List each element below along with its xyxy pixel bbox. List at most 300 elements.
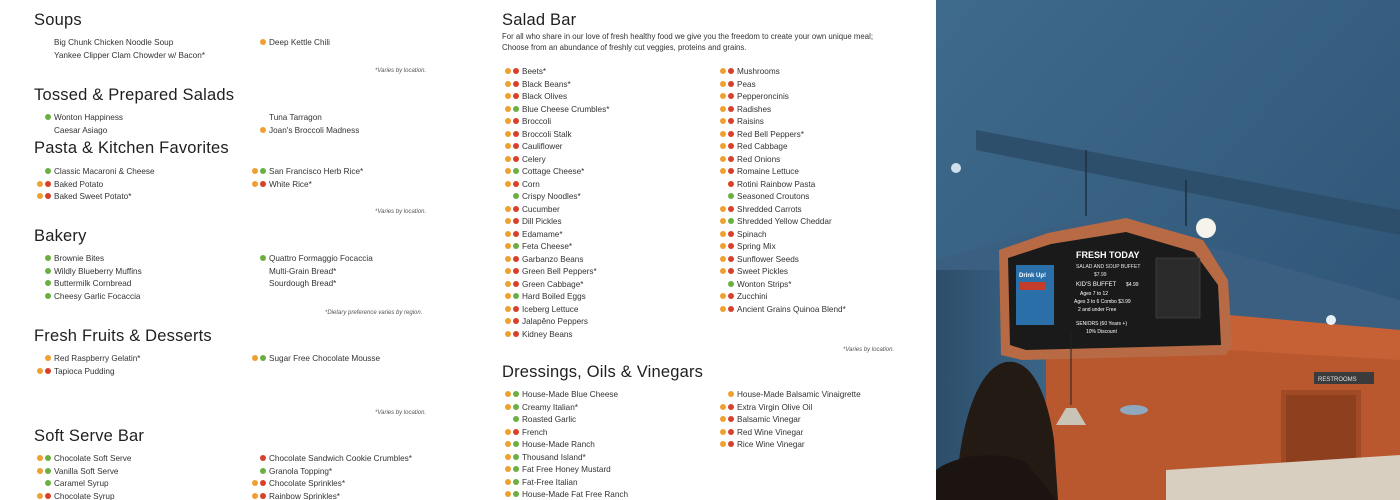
- red-dot-icon: [260, 493, 266, 499]
- menu-item: Zucchini: [737, 292, 768, 301]
- allergen-dots: [502, 404, 522, 411]
- section-title-dressings: Dressings, Oils & Vinegars: [502, 363, 704, 381]
- allergen-dots: [502, 331, 522, 338]
- menu-item: Pepperoncinis: [737, 92, 789, 101]
- allergen-dots: [502, 256, 522, 263]
- red-dot-icon: [260, 480, 266, 486]
- orange-dot-icon: [505, 218, 511, 224]
- salad-intro: For all who share in our love of fresh healthy food we give you the freedom to create your own unique meal; Choose from an abundance of freshly cut veggies, proteins and grains.: [502, 32, 873, 52]
- red-dot-icon: [513, 429, 519, 435]
- orange-dot-icon: [505, 256, 511, 262]
- orange-dot-icon: [505, 293, 511, 299]
- green-dot-icon: [45, 280, 51, 286]
- allergen-dots: [34, 52, 54, 59]
- red-dot-icon: [513, 231, 519, 237]
- menu-item: Black Olives: [522, 92, 568, 101]
- red-dot-icon: [728, 168, 734, 174]
- allergen-dots: [717, 281, 737, 288]
- sign-line: 2 and under Free: [1078, 307, 1117, 313]
- allergen-dots: [717, 416, 737, 423]
- red-dot-icon: [728, 268, 734, 274]
- menu-item: Edamame*: [522, 229, 563, 239]
- allergen-dots: [717, 106, 737, 113]
- menu-item: Feta Cheese*: [522, 242, 573, 251]
- menu-item: Fat Free Honey Mustard: [522, 465, 611, 474]
- menu-item: Peas: [737, 79, 756, 89]
- allergen-dots: [502, 143, 522, 150]
- menu-item: Chocolate Syrup: [54, 491, 115, 500]
- allergen-dots: [249, 493, 269, 500]
- menu-item: Red Bell Peppers*: [737, 129, 804, 139]
- sign-line: $4.99: [1126, 282, 1139, 288]
- allergen-dots: [717, 118, 737, 125]
- menu-item: Creamy Italian*: [522, 402, 578, 412]
- red-dot-icon: [728, 206, 734, 212]
- sign-line: $7.99: [1094, 272, 1107, 278]
- menu-item: San Francisco Herb Rice*: [269, 167, 364, 176]
- red-dot-icon: [513, 218, 519, 224]
- menu-item: Sugar Free Chocolate Mousse: [269, 354, 381, 363]
- orange-dot-icon: [720, 168, 726, 174]
- menu-item: Cucumber: [522, 204, 560, 214]
- red-dot-icon: [513, 206, 519, 212]
- allergen-dots: [502, 131, 522, 138]
- red-dot-icon: [45, 193, 51, 199]
- allergen-dots: [717, 441, 737, 448]
- red-dot-icon: [260, 181, 266, 187]
- sign-title: FRESH TODAY: [1076, 250, 1140, 260]
- orange-dot-icon: [505, 93, 511, 99]
- allergen-dots: [502, 281, 522, 288]
- menu-item: Raisins: [737, 117, 764, 126]
- restrooms-label: RESTROOMS: [1318, 377, 1357, 383]
- orange-dot-icon: [252, 493, 258, 499]
- menu-item: Cauliflower: [522, 142, 563, 151]
- allergen-dots: [502, 181, 522, 188]
- menu-item: Caesar Asiago: [54, 125, 108, 135]
- orange-dot-icon: [720, 68, 726, 74]
- menu-item: White Rice*: [269, 179, 312, 189]
- green-dot-icon: [728, 218, 734, 224]
- menu-item: Quattro Formaggio Focaccia: [269, 254, 373, 263]
- allergen-dots: [249, 114, 269, 121]
- orange-dot-icon: [505, 404, 511, 410]
- allergen-dots: [717, 429, 737, 436]
- red-dot-icon: [728, 231, 734, 237]
- orange-dot-icon: [720, 243, 726, 249]
- menu-item: Chocolate Sandwich Cookie Crumbles*: [269, 454, 412, 463]
- orange-dot-icon: [720, 404, 726, 410]
- section-title-soups: Soups: [34, 11, 82, 29]
- allergen-dots: [502, 118, 522, 125]
- red-dot-icon: [513, 131, 519, 137]
- menu-item: Balsamic Vinegar: [737, 415, 801, 424]
- restaurant-photo: [936, 0, 1400, 500]
- menu-item: Vanilla Soft Serve: [54, 466, 119, 476]
- menu-item: Blue Cheese Crumbles*: [522, 104, 610, 114]
- red-dot-icon: [728, 404, 734, 410]
- allergen-dots: [249, 39, 269, 46]
- orange-dot-icon: [720, 441, 726, 447]
- allergen-dots: [502, 441, 522, 448]
- ceiling-light: [1326, 315, 1336, 325]
- green-dot-icon: [513, 106, 519, 112]
- menu-item: Broccoli Stalk: [522, 129, 572, 139]
- allergen-dots: [249, 168, 269, 175]
- section-title-fruits: Fresh Fruits & Desserts: [34, 327, 212, 345]
- menu-item: House-Made Ranch: [522, 440, 595, 449]
- red-dot-icon: [728, 416, 734, 422]
- orange-dot-icon: [720, 143, 726, 149]
- red-dot-icon: [728, 243, 734, 249]
- green-dot-icon: [260, 168, 266, 174]
- orange-dot-icon: [260, 127, 266, 133]
- allergen-dots: [502, 479, 522, 486]
- red-dot-icon: [728, 429, 734, 435]
- pasta-note: *Varies by location.: [375, 209, 427, 215]
- menu-item: Deep Kettle Chili: [269, 38, 330, 47]
- menu-item: Broccoli: [522, 117, 552, 126]
- allergen-dots: [249, 468, 269, 475]
- orange-dot-icon: [37, 368, 43, 374]
- allergen-dots: [34, 255, 54, 262]
- orange-dot-icon: [505, 429, 511, 435]
- menu-item: Black Beans*: [522, 79, 571, 89]
- allergen-dots: [717, 243, 737, 250]
- orange-dot-icon: [252, 181, 258, 187]
- allergen-dots: [34, 455, 54, 462]
- menu-item: Crispy Noodles*: [522, 192, 581, 201]
- allergen-dots: [502, 106, 522, 113]
- menu-item: Corn: [522, 179, 540, 189]
- menu-item: Sourdough Bread*: [269, 279, 337, 288]
- section-title-pasta: Pasta & Kitchen Favorites: [34, 139, 229, 157]
- green-dot-icon: [45, 455, 51, 461]
- green-dot-icon: [45, 480, 51, 486]
- allergen-dots: [34, 193, 54, 200]
- menu-item: Mushrooms: [737, 67, 780, 76]
- menu-item: Granola Topping*: [269, 466, 333, 476]
- menu-item: Rotini Rainbow Pasta: [737, 179, 816, 189]
- sign-notice: [1156, 258, 1200, 318]
- green-dot-icon: [513, 416, 519, 422]
- green-dot-icon: [728, 193, 734, 199]
- orange-dot-icon: [505, 156, 511, 162]
- menu-item: Radishes: [737, 104, 772, 114]
- orange-dot-icon: [720, 106, 726, 112]
- allergen-dots: [502, 243, 522, 250]
- orange-dot-icon: [260, 39, 266, 45]
- orange-dot-icon: [505, 479, 511, 485]
- orange-dot-icon: [252, 480, 258, 486]
- menu-item: Jalapěno Peppers: [522, 317, 589, 326]
- orange-dot-icon: [37, 493, 43, 499]
- red-dot-icon: [513, 318, 519, 324]
- allergen-dots: [34, 280, 54, 287]
- menu-item: Red Onions: [737, 154, 781, 164]
- green-dot-icon: [45, 255, 51, 261]
- allergen-dots: [717, 143, 737, 150]
- menu-item: Baked Potato: [54, 179, 104, 189]
- menu-item: Joan's Broccoli Madness: [269, 125, 360, 135]
- menu-item: House-Made Blue Cheese: [522, 390, 619, 399]
- red-dot-icon: [513, 331, 519, 337]
- red-dot-icon: [45, 493, 51, 499]
- allergen-dots: [502, 306, 522, 313]
- menu-item: Wonton Strips*: [737, 279, 792, 289]
- red-dot-icon: [45, 181, 51, 187]
- menu-item: Rice Wine Vinegar: [737, 440, 805, 449]
- menu-item: Multi-Grain Bread*: [269, 266, 337, 276]
- orange-dot-icon: [720, 306, 726, 312]
- allergen-dots: [717, 193, 737, 200]
- red-dot-icon: [728, 143, 734, 149]
- green-dot-icon: [513, 193, 519, 199]
- red-dot-icon: [260, 455, 266, 461]
- orange-dot-icon: [505, 281, 511, 287]
- menu-item: Shredded Carrots: [737, 204, 802, 214]
- menu-item: Cheesy Garlic Focaccia: [54, 291, 141, 301]
- orange-dot-icon: [720, 429, 726, 435]
- red-dot-icon: [513, 181, 519, 187]
- red-dot-icon: [513, 268, 519, 274]
- allergen-dots: [717, 206, 737, 213]
- green-dot-icon: [260, 255, 266, 261]
- red-dot-icon: [728, 306, 734, 312]
- section-title-softserve: Soft Serve Bar: [34, 427, 145, 445]
- allergen-dots: [34, 355, 54, 362]
- allergen-dots: [717, 181, 737, 188]
- green-dot-icon: [45, 293, 51, 299]
- orange-dot-icon: [505, 106, 511, 112]
- orange-dot-icon: [720, 81, 726, 87]
- menu-item: Tapioca Pudding: [54, 366, 115, 376]
- allergen-dots: [717, 256, 737, 263]
- bakery-note: *Dietary preference varies by region.: [325, 310, 423, 316]
- red-dot-icon: [728, 256, 734, 262]
- orange-dot-icon: [505, 441, 511, 447]
- allergen-dots: [717, 156, 737, 163]
- menu-item: Big Chunk Chicken Noodle Soup: [54, 38, 174, 47]
- allergen-dots: [502, 491, 522, 498]
- pendant-lamp: [1120, 405, 1148, 415]
- allergen-dots: [249, 127, 269, 134]
- orange-dot-icon: [505, 181, 511, 187]
- allergen-dots: [502, 454, 522, 461]
- red-dot-icon: [513, 93, 519, 99]
- allergen-dots: [502, 268, 522, 275]
- allergen-dots: [249, 355, 269, 362]
- allergen-dots: [717, 68, 737, 75]
- red-dot-icon: [728, 106, 734, 112]
- green-dot-icon: [513, 168, 519, 174]
- orange-dot-icon: [720, 268, 726, 274]
- orange-dot-icon: [37, 455, 43, 461]
- red-dot-icon: [728, 118, 734, 124]
- orange-dot-icon: [252, 168, 258, 174]
- sign-line: KID'S BUFFET: [1076, 282, 1117, 288]
- menu-item: Red Raspberry Gelatin*: [54, 354, 141, 363]
- menu-item: Romaine Lettuce: [737, 167, 799, 176]
- red-dot-icon: [513, 306, 519, 312]
- green-dot-icon: [45, 168, 51, 174]
- allergen-dots: [502, 293, 522, 300]
- menu-item: Celery: [522, 154, 546, 164]
- menu-item: Buttermilk Cornbread: [54, 279, 132, 288]
- red-dot-icon: [513, 156, 519, 162]
- allergen-dots: [502, 416, 522, 423]
- menu-item: House-Made Balsamic Vinaigrette: [737, 390, 861, 399]
- orange-dot-icon: [37, 193, 43, 199]
- allergen-dots: [717, 391, 737, 398]
- menu-item: Green Cabbage*: [522, 279, 584, 289]
- allergen-dots: [502, 391, 522, 398]
- orange-dot-icon: [252, 355, 258, 361]
- orange-dot-icon: [505, 68, 511, 74]
- sign-line: SENIORS (60 Years +): [1076, 321, 1127, 327]
- allergen-dots: [502, 429, 522, 436]
- soups-note: *Varies by location.: [375, 68, 427, 74]
- orange-dot-icon: [37, 468, 43, 474]
- restaurant-scene: [936, 0, 1400, 500]
- orange-dot-icon: [505, 206, 511, 212]
- allergen-dots: [502, 156, 522, 163]
- menu-item: Sunflower Seeds: [737, 254, 799, 264]
- allergen-dots: [34, 268, 54, 275]
- sign-line: Ages 7 to 12: [1080, 291, 1109, 297]
- orange-dot-icon: [37, 181, 43, 187]
- orange-dot-icon: [720, 93, 726, 99]
- fruits-note: *Varies by location.: [375, 410, 427, 416]
- drink-poster-strip: [1020, 282, 1046, 290]
- green-dot-icon: [513, 454, 519, 460]
- allergen-dots: [249, 480, 269, 487]
- orange-dot-icon: [505, 454, 511, 460]
- red-dot-icon: [728, 68, 734, 74]
- orange-dot-icon: [505, 491, 511, 497]
- green-dot-icon: [513, 293, 519, 299]
- section-title-bakery: Bakery: [34, 227, 87, 245]
- green-dot-icon: [513, 391, 519, 397]
- red-dot-icon: [728, 93, 734, 99]
- green-dot-icon: [513, 404, 519, 410]
- allergen-dots: [249, 268, 269, 275]
- orange-dot-icon: [720, 156, 726, 162]
- red-dot-icon: [728, 293, 734, 299]
- menu-item: Beets*: [522, 67, 547, 76]
- green-dot-icon: [728, 281, 734, 287]
- allergen-dots: [34, 39, 54, 46]
- orange-dot-icon: [505, 331, 511, 337]
- allergen-dots: [717, 306, 737, 313]
- menu-item: Chocolate Sprinkles*: [269, 479, 346, 488]
- allergen-dots: [34, 127, 54, 134]
- menu-item: Green Bell Peppers*: [522, 267, 597, 276]
- orange-dot-icon: [505, 118, 511, 124]
- allergen-dots: [249, 455, 269, 462]
- green-dot-icon: [260, 355, 266, 361]
- orange-dot-icon: [720, 218, 726, 224]
- sign-line: 10% Discount: [1086, 329, 1117, 335]
- allergen-dots: [502, 193, 522, 200]
- orange-dot-icon: [505, 243, 511, 249]
- allergen-dots: [502, 466, 522, 473]
- menu-item: Roasted Garlic: [522, 415, 577, 424]
- menu-item: Chocolate Soft Serve: [54, 454, 132, 463]
- red-dot-icon: [728, 156, 734, 162]
- drink-poster-label: Drink Up!: [1019, 273, 1046, 279]
- allergen-dots: [502, 218, 522, 225]
- menu-item: Red Cabbage: [737, 142, 788, 151]
- allergen-dots: [34, 114, 54, 121]
- orange-dot-icon: [505, 143, 511, 149]
- menu-item: Spinach: [737, 229, 767, 239]
- menu-item: Yankee Clipper Clam Chowder w/ Bacon*: [54, 50, 205, 60]
- green-dot-icon: [45, 114, 51, 120]
- allergen-dots: [502, 206, 522, 213]
- orange-dot-icon: [728, 391, 734, 397]
- red-dot-icon: [513, 118, 519, 124]
- orange-dot-icon: [505, 318, 511, 324]
- menu-item: Tuna Tarragon: [269, 113, 322, 122]
- allergen-dots: [717, 231, 737, 238]
- menu-item: Iceberg Lettuce: [522, 304, 579, 314]
- menu-item: Cottage Cheese*: [522, 167, 585, 176]
- allergen-dots: [717, 81, 737, 88]
- allergen-dots: [717, 131, 737, 138]
- red-dot-icon: [513, 143, 519, 149]
- menu-item: Extra Virgin Olive Oil: [737, 402, 813, 412]
- menu-item: Brownie Bites: [54, 254, 105, 263]
- orange-dot-icon: [720, 256, 726, 262]
- orange-dot-icon: [720, 206, 726, 212]
- allergen-dots: [717, 268, 737, 275]
- menu-item: French: [522, 427, 548, 437]
- menu-item: Rainbow Sprinkles*: [269, 491, 340, 500]
- allergen-dots: [34, 480, 54, 487]
- allergen-dots: [34, 168, 54, 175]
- allergen-dots: [34, 293, 54, 300]
- allergen-dots: [502, 81, 522, 88]
- orange-dot-icon: [505, 391, 511, 397]
- allergen-dots: [502, 318, 522, 325]
- orange-dot-icon: [720, 293, 726, 299]
- menu-item: Hard Boiled Eggs: [522, 292, 586, 301]
- red-dot-icon: [728, 81, 734, 87]
- orange-dot-icon: [720, 416, 726, 422]
- orange-dot-icon: [720, 118, 726, 124]
- sign-line: SALAD AND SOUP BUFFET: [1076, 264, 1141, 270]
- menu-item: Wildly Blueberry Muffins: [54, 266, 142, 276]
- menu-item: Kidney Beans: [522, 329, 573, 339]
- red-dot-icon: [513, 281, 519, 287]
- orange-dot-icon: [505, 268, 511, 274]
- menu-item: Thousand Island*: [522, 452, 586, 462]
- sign-line: Ages 3 to 6 Combo $3.99: [1074, 299, 1131, 305]
- menu-item: Caramel Syrup: [54, 479, 109, 488]
- menu-item: Seasoned Croutons: [737, 192, 810, 201]
- orange-dot-icon: [505, 306, 511, 312]
- orange-dot-icon: [505, 168, 511, 174]
- red-dot-icon: [513, 81, 519, 87]
- menu-item: Dill Pickles: [522, 217, 562, 226]
- green-dot-icon: [513, 491, 519, 497]
- allergen-dots: [34, 181, 54, 188]
- menu-item: Wonton Happiness: [54, 113, 124, 122]
- green-dot-icon: [260, 468, 266, 474]
- allergen-dots: [502, 168, 522, 175]
- allergen-dots: [717, 404, 737, 411]
